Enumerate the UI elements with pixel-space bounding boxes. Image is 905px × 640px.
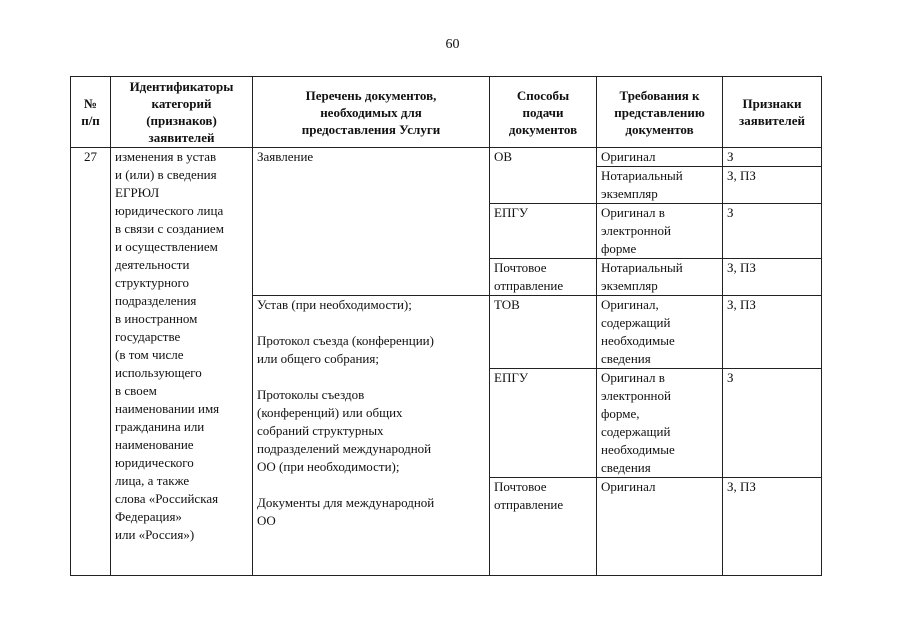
documents-table [70, 76, 822, 576]
sign-cell: З, ПЗ [723, 296, 822, 369]
sign-cell: З, ПЗ [723, 259, 822, 296]
header-signs: Признаки заявителей [723, 77, 822, 148]
sign-cell: З [723, 204, 822, 259]
header-methods: Способы подачи документов [490, 77, 597, 148]
document-cell-application: Заявление [253, 148, 490, 296]
page-number: 60 [445, 37, 460, 52]
row-number-cell: 27 [71, 148, 111, 576]
document-item: Документы для международной ОО [257, 495, 435, 528]
header-num: № п/п [71, 77, 111, 148]
header-requirements: Требования к представлению документов [597, 77, 723, 148]
method-cell: ОВ [490, 148, 597, 204]
header-identifiers: Идентификаторы категорий (признаков) заявителей [111, 77, 253, 148]
requirement-cell: Нотариальный экземпляр [597, 259, 723, 296]
method-cell: Почтовое отправление [490, 259, 597, 296]
method-cell: ЕПГУ [490, 204, 597, 259]
method-cell: ТОВ [490, 296, 597, 369]
document-item: Протокол съезда (конференции) или общего собрания; [257, 333, 434, 366]
requirement-cell: Оригинал [597, 148, 723, 167]
requirement-cell: Оригинал [597, 478, 723, 576]
requirement-cell: Оригинал, содержащий необходимые сведения [597, 296, 723, 369]
sign-cell: З [723, 369, 822, 478]
table-row [71, 148, 822, 167]
requirement-cell: Нотариальный экземпляр [597, 167, 723, 204]
document-cell-charter [253, 296, 490, 576]
identifier-cell: изменения в устав и (или) в сведения ЕГРЮЛ юридического лица в связи с созданием и осуществлением деятельности структурного подразделения в иностранном государстве (в том числе использующего в своем наименовании имя гражданина или наименование юридического лица, а также слова «Российская Федерация» или «Россия») [111, 148, 253, 576]
document-item: Протоколы съездов (конференций) или общих собраний структурных подразделений международной ОО (при необходимости); [257, 387, 432, 474]
sign-cell: З, ПЗ [723, 478, 822, 576]
table-header-row [71, 77, 822, 148]
sign-cell: З, ПЗ [723, 167, 822, 204]
header-documents: Перечень документов, необходимых для предоставления Услуги [253, 77, 490, 148]
sign-cell: З [723, 148, 822, 167]
requirement-cell: Оригинал в электронной форме [597, 204, 723, 259]
requirement-cell: Оригинал в электронной форме, содержащий необходимые сведения [597, 369, 723, 478]
method-cell: ЕПГУ [490, 369, 597, 478]
document-item: Устав (при необходимости); [257, 297, 412, 312]
method-cell: Почтовое отправление [490, 478, 597, 576]
